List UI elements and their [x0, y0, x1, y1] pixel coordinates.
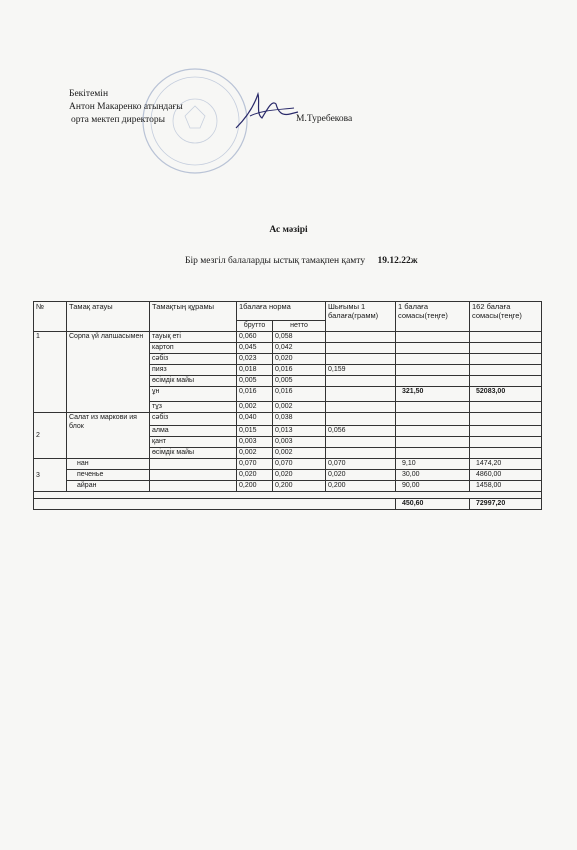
yield: 0,070 [326, 459, 396, 470]
header-yield: Шығымы 1 балаға(грамм) [326, 302, 396, 332]
brutto: 0,002 [237, 402, 273, 413]
netto: 0,003 [273, 437, 326, 448]
ingredient: пияз [150, 365, 237, 376]
dish-1-num: 1 [34, 332, 67, 413]
header-cost-1: 1 балаға сомасы(теңге) [396, 302, 470, 332]
total-cost-162: 72997,20 [470, 499, 542, 510]
yield: 0,020 [326, 470, 396, 481]
cost-1: 9,10 [396, 459, 470, 470]
cost-1: 90,00 [396, 481, 470, 492]
dish-2-name: Салат из маркови ия блок [67, 413, 150, 459]
table-row [34, 413, 542, 426]
netto: 0,020 [273, 470, 326, 481]
approval-line-2: Антон Макаренко атындағы [69, 102, 183, 112]
header-norm: 1балаға норма [237, 302, 326, 321]
yield: 0,159 [326, 365, 396, 376]
yield: 0,200 [326, 481, 396, 492]
netto: 0,200 [273, 481, 326, 492]
netto: 0,020 [273, 354, 326, 365]
brutto: 0,015 [237, 426, 273, 437]
document-subtitle [185, 256, 418, 266]
table-row [34, 459, 542, 470]
header-composition: Тамақтың құрамы [150, 302, 237, 332]
menu-date: 19.12.22ж [377, 256, 418, 266]
ingredient: өсімдік майы [150, 448, 237, 459]
brutto: 0,003 [237, 437, 273, 448]
ingredient: өсімдік майы [150, 376, 237, 387]
approval-block [69, 88, 183, 127]
brutto: 0,070 [237, 459, 273, 470]
cost-162: 4860,00 [470, 470, 542, 481]
dish-3-num: 3 [34, 459, 67, 492]
item-name: айран [67, 481, 150, 492]
header-brutto: брутто [237, 321, 273, 332]
approval-line-1: Бекітемін [69, 89, 109, 99]
netto: 0,002 [273, 448, 326, 459]
brutto: 0,023 [237, 354, 273, 365]
brutto: 0,200 [237, 481, 273, 492]
table-row [34, 470, 542, 481]
cost-1: 30,00 [396, 470, 470, 481]
total-row [34, 499, 542, 510]
netto: 0,016 [273, 365, 326, 376]
menu-table [33, 301, 542, 510]
brutto: 0,018 [237, 365, 273, 376]
brutto: 0,040 [237, 413, 273, 426]
header-dish-name: Тамақ атауы [67, 302, 150, 332]
netto: 0,042 [273, 343, 326, 354]
cost-162: 52083,00 [470, 387, 542, 402]
brutto: 0,002 [237, 448, 273, 459]
brutto: 0,016 [237, 387, 273, 402]
item-name: нан [67, 459, 150, 470]
header-num: № [34, 302, 67, 332]
brutto: 0,060 [237, 332, 273, 343]
netto: 0,002 [273, 402, 326, 413]
ingredient: тұз [150, 402, 237, 413]
ingredient: қант [150, 437, 237, 448]
dish-1-name: Сорпа үй лапшасымен [67, 332, 150, 413]
brutto: 0,045 [237, 343, 273, 354]
ingredient: картоп [150, 343, 237, 354]
table-row [34, 492, 542, 499]
cost-1: 321,50 [396, 387, 470, 402]
ingredient: сәбіз [150, 354, 237, 365]
netto: 0,038 [273, 413, 326, 426]
total-cost-1: 450,60 [396, 499, 470, 510]
document-title: Ас мәзірі [269, 225, 308, 235]
director-name: М.Туребекова [296, 114, 353, 124]
cost-162: 1458,00 [470, 481, 542, 492]
director-signature [232, 88, 302, 133]
header-netto: нетто [273, 321, 326, 332]
brutto: 0,005 [237, 376, 273, 387]
ingredient: ұн [150, 387, 237, 402]
header-cost-162: 162 балаға сомасы(теңге) [470, 302, 542, 332]
table-row [34, 332, 542, 343]
table-header-row [34, 302, 542, 321]
netto: 0,013 [273, 426, 326, 437]
netto: 0,016 [273, 387, 326, 402]
item-name: печенье [67, 470, 150, 481]
dish-2-num: 2 [34, 413, 67, 459]
ingredient: сәбіз [150, 413, 237, 426]
ingredient: тауық еті [150, 332, 237, 343]
netto: 0,005 [273, 376, 326, 387]
cost-162: 1474,20 [470, 459, 542, 470]
approval-line-3: орта мектеп директоры [71, 115, 166, 125]
netto: 0,070 [273, 459, 326, 470]
subtitle-text: Бір мезгіл балаларды ыстық тамақпен қамту [185, 256, 366, 266]
brutto: 0,020 [237, 470, 273, 481]
ingredient: алма [150, 426, 237, 437]
netto: 0,058 [273, 332, 326, 343]
yield: 0,056 [326, 426, 396, 437]
table-row [34, 481, 542, 492]
